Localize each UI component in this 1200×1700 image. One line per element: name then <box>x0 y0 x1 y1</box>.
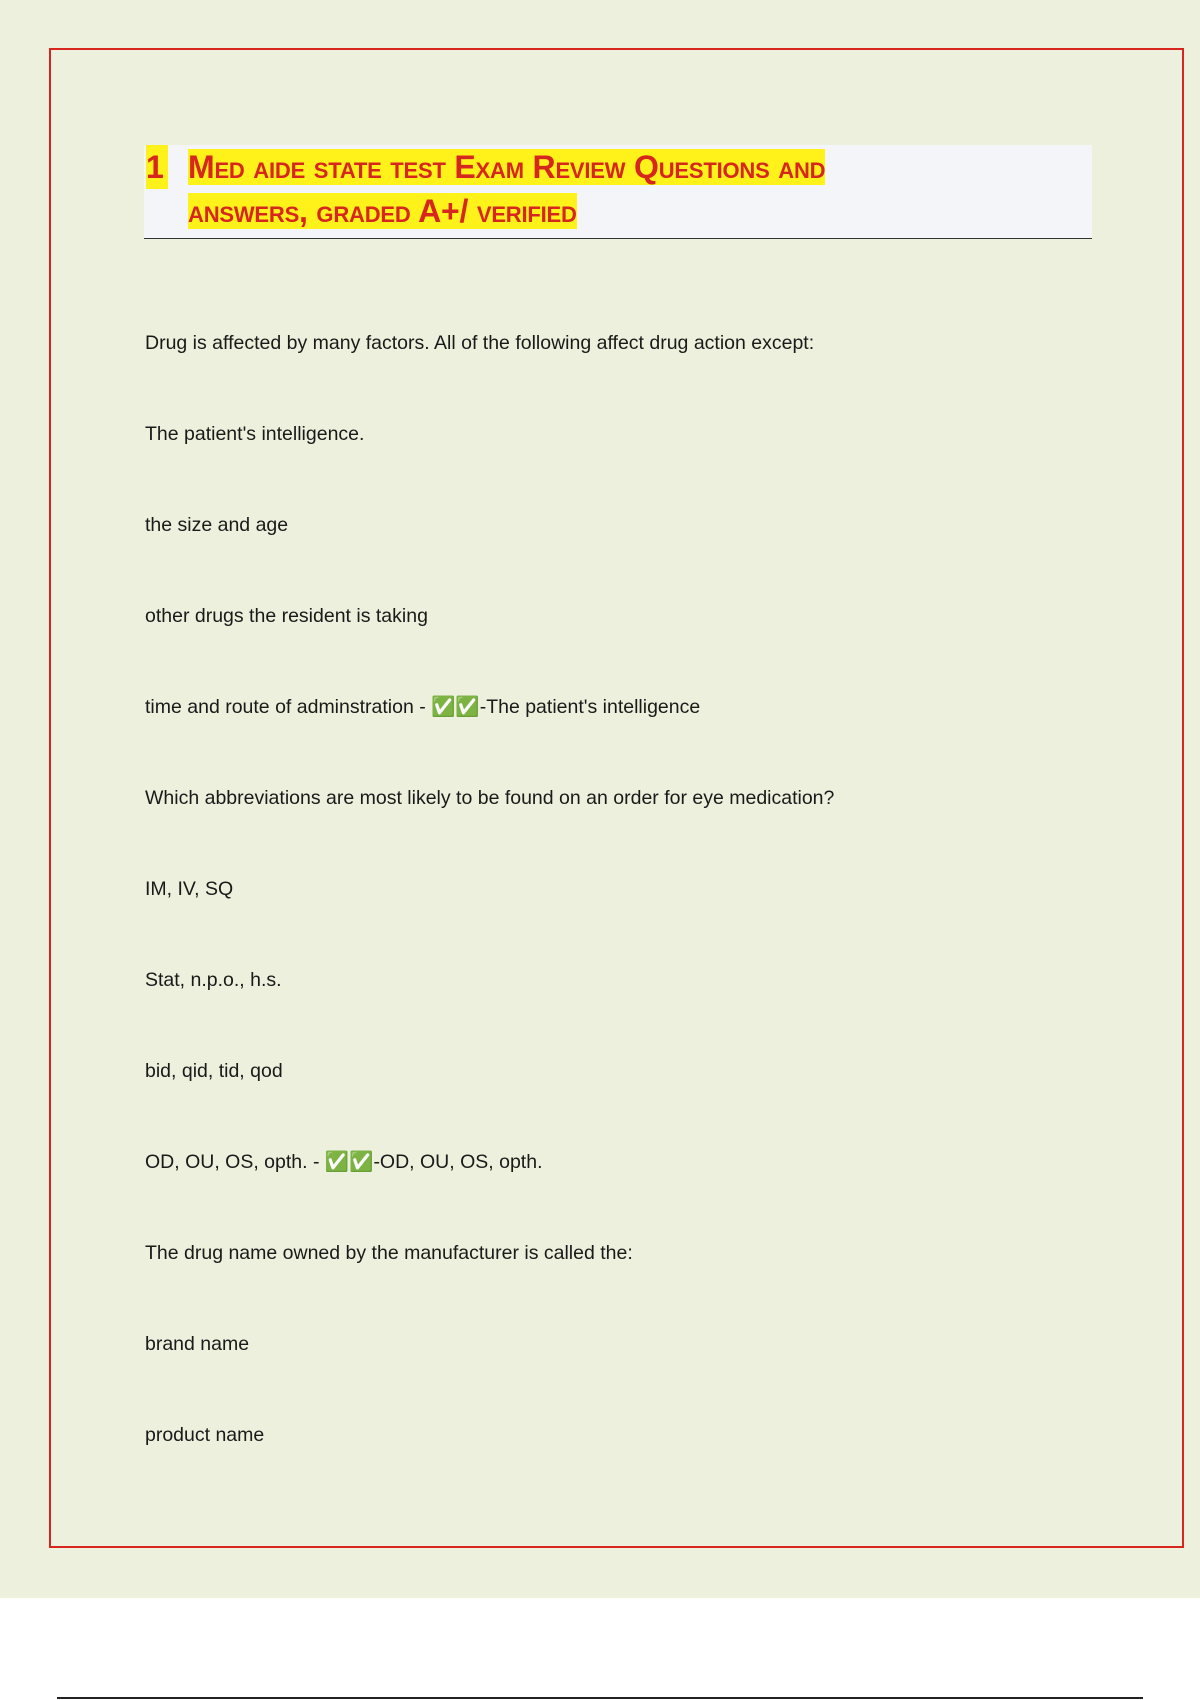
answer-option: IM, IV, SQ <box>145 878 234 900</box>
answer-option: Stat, n.p.o., h.s. <box>145 969 282 991</box>
heading-line-1: Med aide state test Exam Review Questions and <box>188 149 826 185</box>
answer-option-with-key: OD, OU, OS, opth. - ✅✅-OD, OU, OS, opth. <box>145 1151 543 1173</box>
document-body <box>145 325 1095 1508</box>
heading-line-2: answers, graded A+/ verified <box>188 193 577 229</box>
question-text: The drug name owned by the manufacturer is called the: <box>145 1242 633 1264</box>
answer-option: the size and age <box>145 514 289 536</box>
answer-option: The patient's intelligence. <box>145 423 365 445</box>
answer-option: bid, qid, tid, qod <box>145 1060 283 1082</box>
heading-title <box>188 145 1068 233</box>
question-text: Drug is affected by many factors. All of the following affect drug action except: <box>145 332 815 354</box>
answer-option: brand name <box>145 1333 250 1355</box>
heading-number: 1 <box>146 145 168 189</box>
question-text: Which abbreviations are most likely to be found on an order for eye medication? <box>145 787 835 809</box>
answer-option: other drugs the resident is taking <box>145 605 428 627</box>
answer-option-with-key: time and route of adminstration - ✅✅-The patient's intelligence <box>145 696 701 718</box>
answer-option: product name <box>145 1424 265 1446</box>
footer-divider <box>57 1697 1143 1699</box>
